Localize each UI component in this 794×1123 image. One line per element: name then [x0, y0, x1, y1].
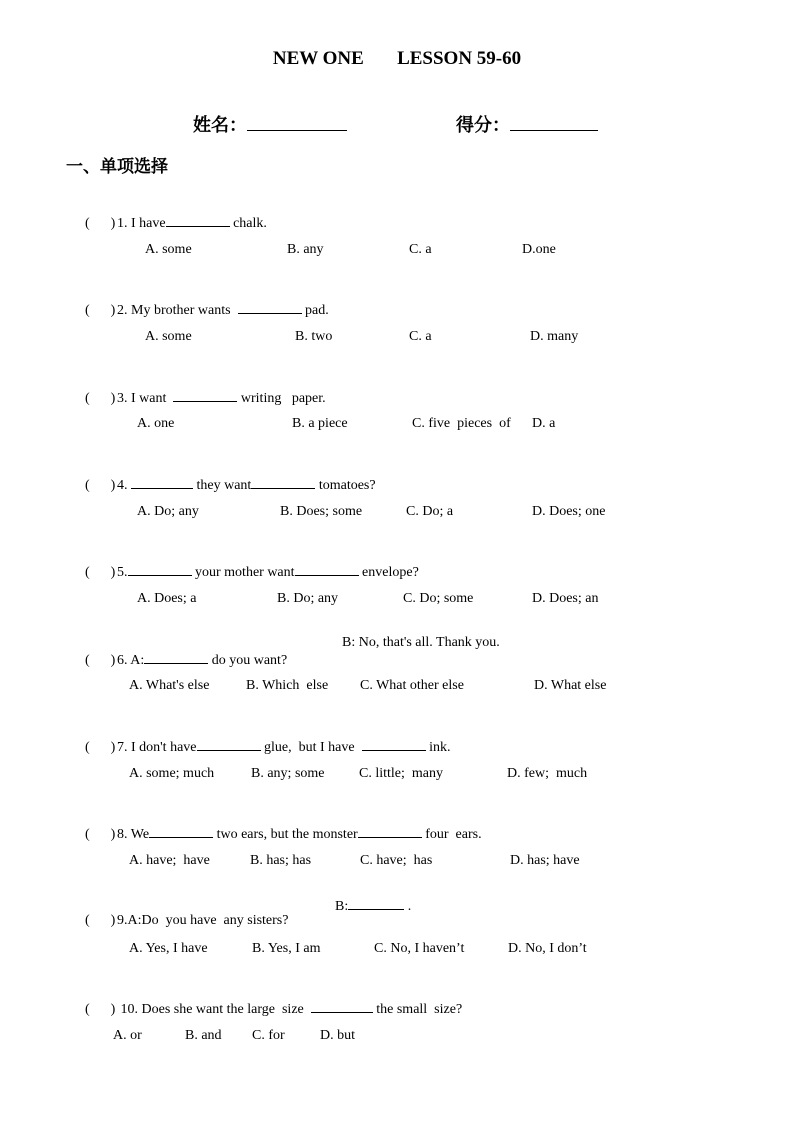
answer-paren[interactable]: ( )	[85, 478, 116, 493]
fill-blank	[149, 825, 213, 838]
fill-blank	[362, 738, 426, 751]
answer-paren[interactable]: ( )	[85, 303, 116, 318]
option-c[interactable]: C. a	[409, 242, 432, 257]
option-d[interactable]: D. Does; an	[532, 591, 599, 606]
question-8: ( ) 8. We two ears, but the monster four ears.	[85, 827, 482, 842]
option-c[interactable]: C. little; many	[359, 766, 443, 781]
question-3: ( ) 3. I want writing paper.	[85, 391, 326, 406]
option-d[interactable]: D. No, I don’t	[508, 941, 587, 956]
option-c[interactable]: C. What other else	[360, 678, 464, 693]
option-a[interactable]: A. some	[145, 329, 192, 344]
fill-blank	[295, 563, 359, 576]
answer-paren[interactable]: ( )	[85, 216, 116, 231]
question-4: ( ) 4. they want tomatoes?	[85, 478, 376, 493]
option-d[interactable]: D. has; have	[510, 853, 580, 868]
score-blank[interactable]	[510, 114, 598, 131]
option-a[interactable]: A. some	[145, 242, 192, 257]
fill-blank	[311, 1000, 373, 1013]
answer-paren[interactable]: ( )	[85, 565, 116, 580]
name-label: 姓名：	[193, 115, 247, 136]
fill-blank	[197, 738, 261, 751]
option-b[interactable]: B. two	[295, 329, 333, 344]
option-b[interactable]: B. and	[185, 1028, 222, 1043]
question-10: ( ) 10. Does she want the large size the small size?	[85, 1002, 463, 1017]
option-c[interactable]: C. Do; a	[406, 504, 454, 519]
answer-paren[interactable]: ( )	[85, 913, 116, 928]
question-6-reply: B: No, that's all. Thank you.	[342, 635, 500, 650]
option-b[interactable]: B. has; has	[250, 853, 312, 868]
option-c[interactable]: C. for	[252, 1028, 285, 1043]
option-a[interactable]: A. What's else	[129, 678, 210, 693]
title-left: NEW ONE	[272, 48, 364, 69]
option-d[interactable]: D. few; much	[507, 766, 588, 781]
option-c[interactable]: C. No, I haven’t	[374, 941, 465, 956]
option-d[interactable]: D. What else	[534, 678, 607, 693]
answer-paren[interactable]: ( )	[85, 653, 116, 668]
fill-blank	[131, 476, 193, 489]
name-blank[interactable]	[247, 114, 347, 131]
option-b[interactable]: B. a piece	[292, 416, 348, 431]
fill-blank	[348, 897, 404, 910]
name-field	[193, 111, 347, 137]
option-a[interactable]: A. have; have	[129, 853, 210, 868]
page-title	[0, 48, 794, 70]
option-b[interactable]: B. Do; any	[277, 591, 339, 606]
option-d[interactable]: D. Does; one	[532, 504, 606, 519]
answer-paren[interactable]: ( )	[85, 827, 116, 842]
answer-paren[interactable]: ( )	[85, 391, 116, 406]
option-d[interactable]: D. but	[320, 1028, 355, 1043]
option-c[interactable]: C. Do; some	[403, 591, 474, 606]
fill-blank	[173, 389, 237, 402]
fill-blank	[166, 214, 230, 227]
fill-blank	[238, 301, 302, 314]
question-9: ( ) 9.A:Do you have any sisters?	[85, 913, 289, 928]
option-a[interactable]: A. or	[113, 1028, 142, 1043]
question-5: ( ) 5. your mother want envelope?	[85, 565, 419, 580]
section-title: 一、单项选择	[66, 157, 168, 177]
option-a[interactable]: A. one	[137, 416, 175, 431]
question-2: ( ) 2. My brother wants pad.	[85, 303, 329, 318]
option-c[interactable]: C. have; has	[360, 853, 433, 868]
title-right: LESSON 59-60	[397, 48, 522, 69]
answer-paren[interactable]: ( )	[85, 740, 116, 755]
fill-blank	[128, 563, 192, 576]
answer-paren[interactable]: ( )	[85, 1002, 116, 1017]
option-b[interactable]: B. any	[287, 242, 324, 257]
question-9-reply: B: .	[335, 899, 412, 914]
question-7: ( ) 7. I don't have glue, but I have ink.	[85, 740, 451, 755]
option-b[interactable]: B. any; some	[251, 766, 325, 781]
option-b[interactable]: B. Yes, I am	[252, 941, 321, 956]
score-label: 得分：	[456, 115, 510, 136]
option-a[interactable]: A. Do; any	[137, 504, 199, 519]
fill-blank	[144, 651, 208, 664]
option-d[interactable]: D. a	[532, 416, 556, 431]
option-a[interactable]: A. some; much	[129, 766, 215, 781]
option-a[interactable]: A. Does; a	[137, 591, 197, 606]
option-d[interactable]: D.one	[522, 242, 556, 257]
option-b[interactable]: B. Does; some	[280, 504, 363, 519]
option-d[interactable]: D. many	[530, 329, 579, 344]
option-c[interactable]: C. five pieces of	[412, 416, 511, 431]
option-b[interactable]: B. Which else	[246, 678, 329, 693]
question-1: ( ) 1. I have chalk.	[85, 216, 267, 231]
question-6: ( ) 6. A: do you want?	[85, 653, 288, 668]
fill-blank	[358, 825, 422, 838]
option-c[interactable]: C. a	[409, 329, 432, 344]
score-field	[456, 111, 598, 137]
fill-blank	[251, 476, 315, 489]
option-a[interactable]: A. Yes, I have	[129, 941, 208, 956]
